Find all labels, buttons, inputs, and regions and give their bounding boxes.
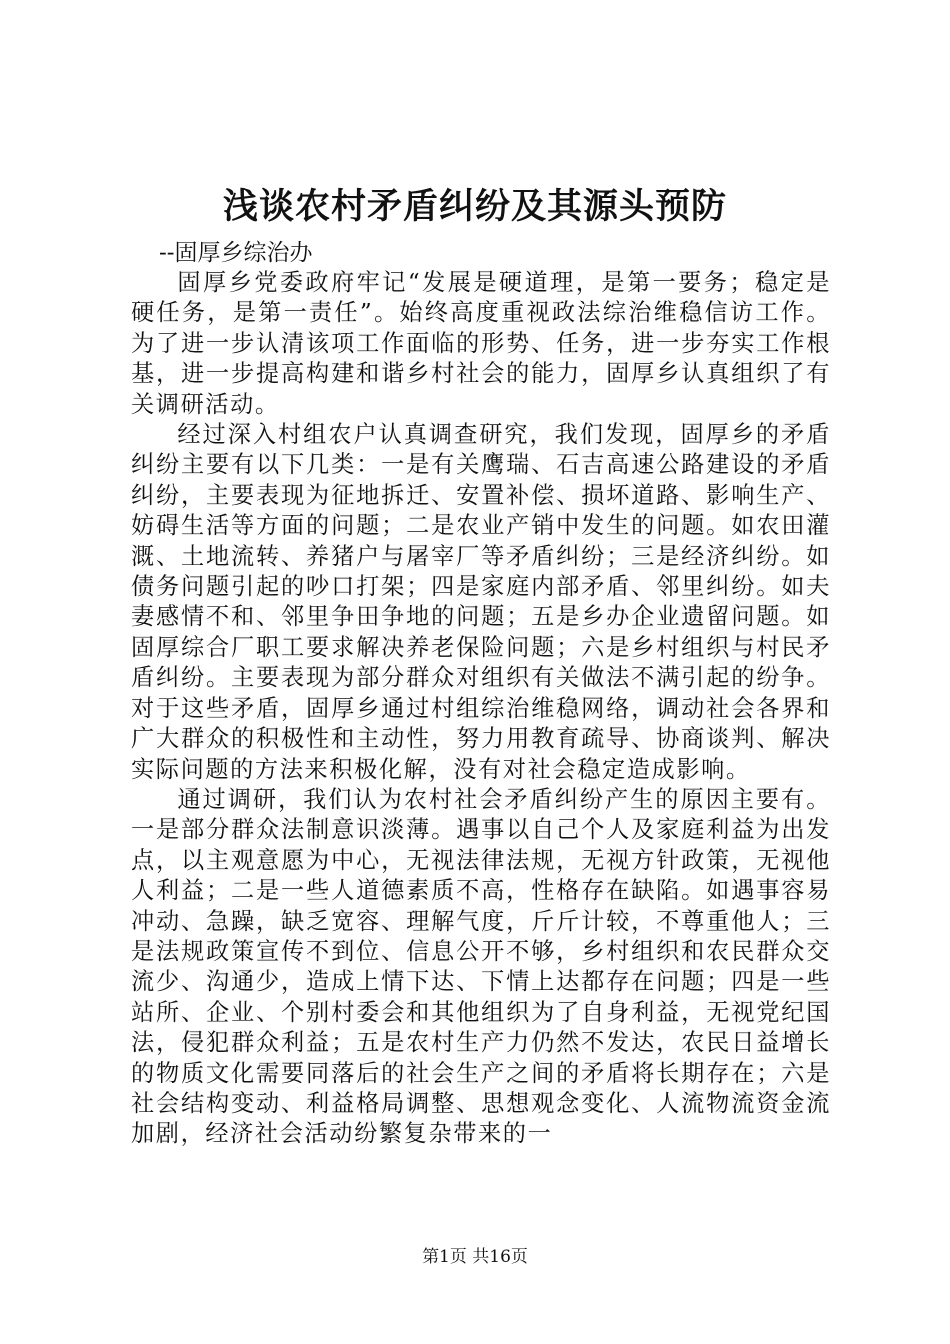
paragraph-3: 通过调研，我们认为农村社会矛盾纠纷产生的原因主要有。一是部分群众法制意识淡薄。遇事以自己个人及家庭利益为出发点，以主观意愿为中心，无视法律法规，无视方针政策，无视他人利益；二是一些人道德素质不高，性格存在缺陷。如遇事容易冲动、急躁，缺乏宽容、理解气度，斤斤计较，不尊重他人；三是法规政策宣传不到位、信息公开不够，乡村组织和农民群众交流少、沟通少，造成上情下达、下情上达都存在问题；四是一些站所、企业、个别村委会和其他组织为了自身利益，无视党纪国法，侵犯群众利益；五是农村生产力仍然不发达，农民日益增长的物质文化需要同落后的社会生产之间的矛盾将长期存在；六是社会结构变动、利益格局调整、思想观念变化、人流物流资金流加剧，经济社会活动纷繁复杂带来的一 xyxy=(131,785,831,1148)
document-body xyxy=(131,268,831,1150)
paragraph-2: 经过深入村组农户认真调查研究，我们发现，固厚乡的矛盾纠纷主要有以下几类：一是有关鹰瑞、石吉高速公路建设的矛盾纠纷，主要表现为征地拆迁、安置补偿、损坏道路、影响生产、妨碍生活等方面的问题；二是农业产销中发生的问题。如农田灌溉、土地流转、养猪户与屠宰厂等矛盾纠纷；三是经济纠纷。如债务问题引起的吵口打架；四是家庭内部矛盾、邻里纠纷。如夫妻感情不和、邻里争田争地的问题；五是乡办企业遗留问题。如固厚综合厂职工要求解决养老保险问题；六是乡村组织与村民矛盾纠纷。主要表现为部分群众对组织有关做法不满引起的纷争。对于这些矛盾，固厚乡通过村组综治维稳网络，调动社会各界和广大群众的积极性和主动性，努力用教育疏导、协商谈判、解决实际问题的方法来积极化解，没有对社会稳定造成影响。 xyxy=(131,421,831,783)
document-title: 浅谈农村矛盾纠纷及其源头预防 xyxy=(222,186,727,227)
document-author: --固厚乡综治办 xyxy=(159,240,313,266)
paragraph-1: 固厚乡党委政府牢记“发展是硬道理，是第一要务；稳定是硬任务，是第一责任”。始终高度重视政法综治维稳信访工作。为了进一步认清该项工作面临的形势、任务，进一步夯实工作根基，进一步提高构建和谐乡村社会的能力，固厚乡认真组织了有关调研活动。 xyxy=(131,269,831,418)
page-footer: 第1页 共16页 xyxy=(422,1247,528,1267)
